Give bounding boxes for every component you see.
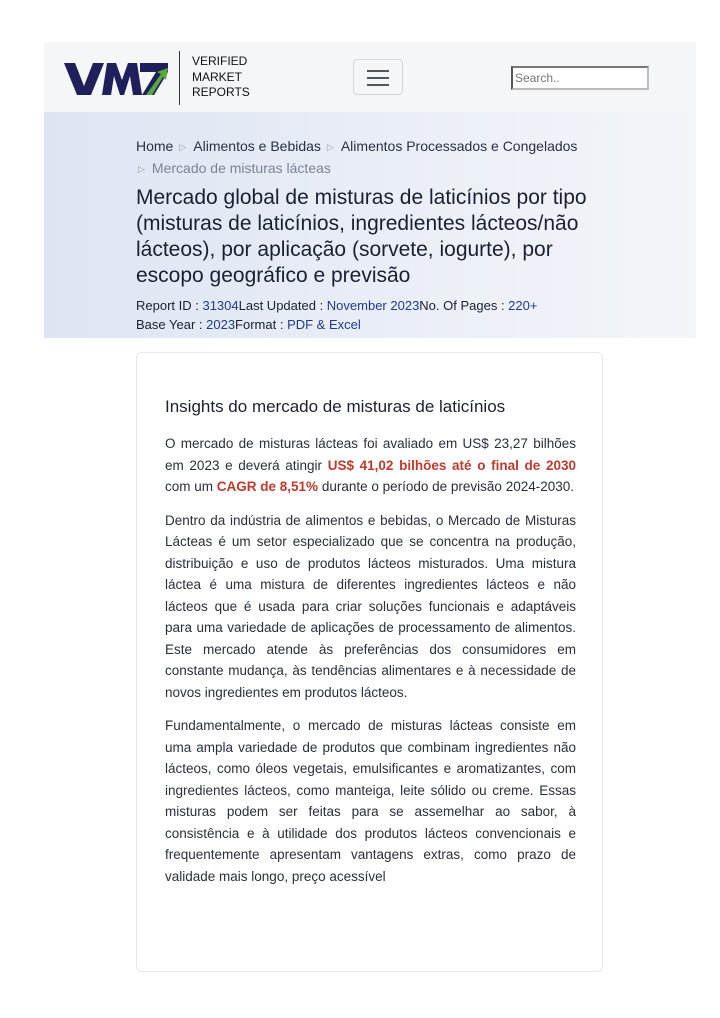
hamburger-icon (367, 77, 389, 79)
breadcrumb (136, 136, 616, 180)
breadcrumb-processed-frozen[interactable]: Alimentos Processados e Congelados (340, 138, 578, 154)
breadcrumb-separator-icon: ▷ (179, 142, 187, 152)
report-id-label: Report ID : (136, 298, 203, 313)
hamburger-icon (367, 84, 389, 86)
report-id-value: 31304 (202, 298, 239, 313)
breadcrumb-home[interactable]: Home (136, 138, 174, 154)
format-value: PDF & Excel (287, 317, 361, 332)
pages-label: No. Of Pages : (419, 298, 509, 313)
breadcrumb-separator-icon: ▷ (138, 164, 145, 174)
breadcrumb-current: Mercado de misturas lácteas (151, 160, 331, 176)
p1-text-a: O mercado de misturas lácteas foi avaliado em US$ 23,27 bilhões em 2023 e deverá atingir (165, 436, 576, 473)
logo-line-3: REPORTS (192, 85, 250, 99)
insights-paragraph-1 (165, 433, 576, 498)
p1-highlight-value: US$ 41,02 bilhões até o final de 2030 (327, 457, 576, 473)
report-meta (136, 296, 606, 334)
report-hero (44, 112, 696, 338)
last-updated-value: November 2023 (326, 298, 420, 313)
base-year-label: Base Year : (136, 317, 207, 332)
menu-toggle-button[interactable] (353, 59, 403, 95)
last-updated-label: Last Updated : (238, 298, 327, 313)
p1-text-b: com um (165, 479, 217, 494)
logo-line-2: MARKET (192, 69, 243, 84)
p1-text-c: durante o período de previsão 2024-2030. (318, 479, 575, 494)
insights-heading: Insights do mercado de misturas de laticínios (165, 397, 506, 416)
logo-divider (179, 51, 180, 105)
breadcrumb-food-beverages[interactable]: Alimentos e Bebidas (193, 138, 321, 154)
logo-wordmark (192, 54, 250, 101)
pages-value: 220+ (508, 298, 538, 313)
insights-paragraph-3: Fundamentalmente, o mercado de misturas lácteas consiste em uma ampla variedade de produtos que combinam ingredientes não lácteos, como óleos vegetais, emulsificantes e aromatizantes, com ingredientes lácteos, como manteiga, leite sólido ou creme. Essas misturas podem ser feitas para se assemelhar ao sabor, à consistência e à utilidade dos produtos lácteos convencionais e frequentemente apresentam vantagens extras, como prazo de validade mais longo, preço acessível (165, 718, 576, 884)
vmr-logo-icon (64, 58, 168, 98)
insights-card (136, 352, 603, 972)
vmr-logo[interactable] (64, 50, 168, 106)
logo-line-1: VERIFIED (192, 54, 248, 68)
base-year-value: 2023 (206, 317, 236, 332)
format-label: Format : (235, 317, 288, 332)
hamburger-icon (367, 70, 389, 72)
search-input[interactable] (511, 66, 649, 90)
insights-paragraph-2: Dentro da indústria de alimentos e bebidas, o Mercado de Misturas Lácteas é um setor especializado que se concentra na produção, distribuição e uso de produtos lácteos misturados. Uma mistura láctea é uma mistura de diferentes ingredientes lácteos e não lácteos que é usada para criar soluções funcionais e adaptáveis para uma variedade de aplicações de processamento de alimentos. Este mercado atende às preferências dos consumidores em constante mudança, às tendências alimentares e à necessidade de novos ingredientes em produtos lácteos. (165, 512, 576, 700)
page-title: Mercado global de misturas de laticínios por tipo (misturas de laticínios, ingredientes lácteos/não lácteos), por aplicação (sorvete, iogurte), por escopo geográfico e previsão (136, 186, 587, 287)
breadcrumb-separator-icon: ▷ (326, 142, 334, 152)
p1-highlight-cagr: CAGR de 8,51% (216, 479, 319, 494)
insights-body (165, 433, 576, 899)
site-header (44, 42, 696, 112)
